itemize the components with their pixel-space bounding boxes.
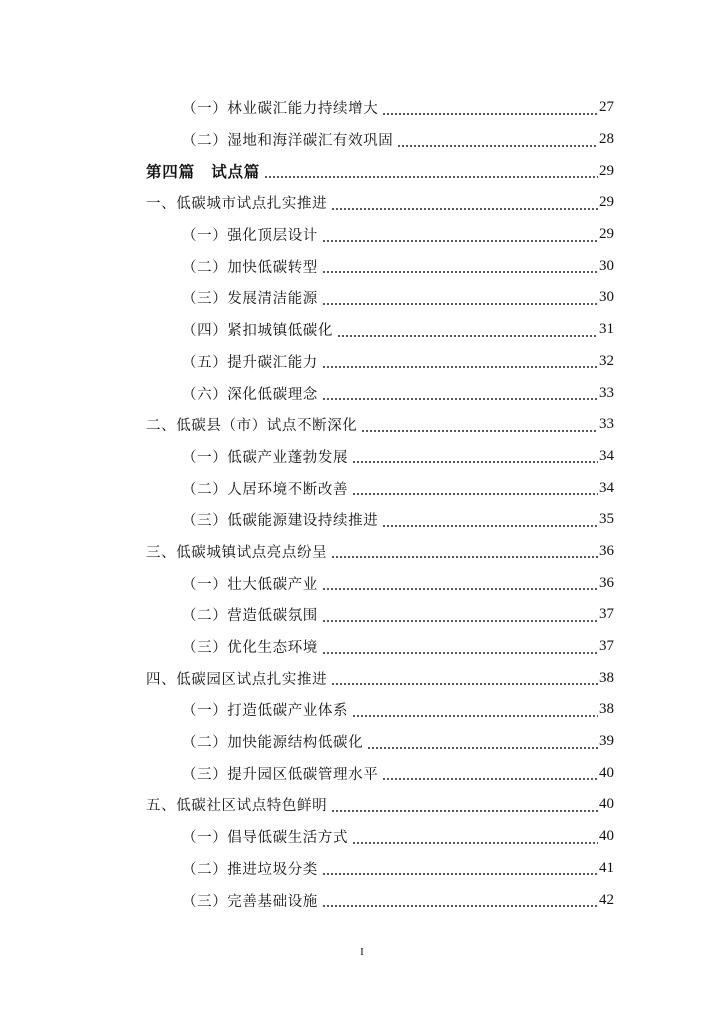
toc-entry-title: （一）强化顶层设计: [182, 228, 318, 245]
toc-entry-title: （一）倡导低碳生活方式: [182, 830, 349, 847]
toc-subsection[interactable]: [146, 124, 614, 156]
toc-subsection[interactable]: [146, 821, 614, 853]
toc-entry-page: 30: [599, 257, 614, 274]
toc-entry-page: 40: [599, 828, 614, 845]
table-of-contents: [146, 92, 614, 916]
toc-subsection[interactable]: [146, 441, 614, 473]
toc-subsection[interactable]: [146, 757, 614, 789]
dot-leader: [382, 778, 598, 780]
dot-leader: [331, 556, 598, 558]
page-number: I: [360, 946, 364, 958]
dot-leader: [361, 430, 598, 432]
toc-entry-title: （三）提升园区低碳管理水平: [182, 766, 379, 783]
toc-section[interactable]: [146, 187, 614, 219]
toc-entry-page: 33: [599, 384, 614, 401]
toc-entry-page: 36: [599, 574, 614, 591]
dot-leader: [352, 842, 598, 844]
toc-subsection[interactable]: [146, 92, 614, 124]
toc-entry-page: 37: [599, 606, 614, 623]
toc-entry-page: 27: [599, 99, 614, 116]
toc-section[interactable]: [146, 409, 614, 441]
toc-entry-title: 一、低碳城市试点扎实推进: [146, 196, 328, 213]
toc-entry-title: （二）加快低碳转型: [182, 259, 318, 276]
toc-entry-title: （一）低碳产业蓬勃发展: [182, 449, 349, 466]
toc-entry-title: （三）发展清洁能源: [182, 291, 318, 308]
toc-entry-page: 38: [599, 701, 614, 718]
dot-leader: [322, 303, 598, 305]
dot-leader: [397, 145, 598, 147]
toc-subsection[interactable]: [146, 219, 614, 251]
toc-entry-title: （一）林业碳汇能力持续增大: [182, 101, 379, 118]
toc-entry-page: 33: [599, 416, 614, 433]
dot-leader: [322, 620, 598, 622]
toc-entry-title: （一）壮大低碳产业: [182, 576, 318, 593]
dot-leader: [352, 715, 598, 717]
dot-leader: [352, 461, 598, 463]
toc-entry-title: （三）优化生态环境: [182, 640, 318, 657]
dot-leader: [367, 747, 598, 749]
toc-subsection[interactable]: [146, 631, 614, 663]
toc-entry-page: 40: [599, 764, 614, 781]
toc-subsection[interactable]: [146, 472, 614, 504]
dot-leader: [322, 366, 598, 368]
dot-leader: [264, 176, 598, 178]
toc-entry-page: 35: [599, 511, 614, 528]
toc-entry-title: （一）打造低碳产业体系: [182, 703, 349, 720]
toc-entry-page: 30: [599, 289, 614, 306]
toc-entry-title: （二）营造低碳氛围: [182, 608, 318, 625]
dot-leader: [337, 335, 598, 337]
toc-subsection[interactable]: [146, 250, 614, 282]
toc-part-heading[interactable]: [146, 155, 614, 187]
toc-subsection[interactable]: [146, 567, 614, 599]
toc-entry-title: （二）湿地和海洋碳汇有效巩固: [182, 133, 394, 150]
toc-entry-title: （三）完善基础设施: [182, 893, 318, 910]
toc-entry-page: 29: [599, 194, 614, 211]
toc-entry-page: 34: [599, 447, 614, 464]
toc-entry-title: （五）提升碳汇能力: [182, 354, 318, 371]
toc-section[interactable]: [146, 536, 614, 568]
toc-section[interactable]: [146, 662, 614, 694]
toc-subsection[interactable]: [146, 346, 614, 378]
dot-leader: [331, 810, 598, 812]
toc-subsection[interactable]: [146, 853, 614, 885]
dot-leader: [322, 271, 598, 273]
dot-leader: [322, 240, 598, 242]
toc-entry-title: （二）人居环境不断改善: [182, 481, 349, 498]
toc-entry-title: （六）深化低碳理念: [182, 386, 318, 403]
toc-subsection[interactable]: [146, 599, 614, 631]
toc-entry-page: 38: [599, 669, 614, 686]
toc-entry-page: 42: [599, 891, 614, 908]
dot-leader: [331, 208, 598, 210]
toc-subsection[interactable]: [146, 504, 614, 536]
dot-leader: [322, 398, 598, 400]
toc-entry-page: 28: [599, 131, 614, 148]
toc-entry-title: 三、低碳城镇试点亮点纷呈: [146, 544, 328, 561]
toc-subsection[interactable]: [146, 282, 614, 314]
dot-leader: [382, 525, 598, 527]
dot-leader: [331, 683, 598, 685]
toc-subsection[interactable]: [146, 377, 614, 409]
toc-subsection[interactable]: [146, 694, 614, 726]
toc-entry-page: 39: [599, 733, 614, 750]
dot-leader: [322, 652, 598, 654]
toc-section[interactable]: [146, 789, 614, 821]
toc-subsection[interactable]: [146, 726, 614, 758]
dot-leader: [322, 588, 598, 590]
toc-entry-page: 32: [599, 352, 614, 369]
toc-entry-title: （三）低碳能源建设持续推进: [182, 513, 379, 530]
toc-entry-title: （四）紧扣城镇低碳化: [182, 323, 333, 340]
toc-subsection[interactable]: [146, 314, 614, 346]
toc-entry-title: （二）加快能源结构低碳化: [182, 735, 364, 752]
dot-leader: [322, 905, 598, 907]
toc-entry-title: 二、低碳县（市）试点不断深化: [146, 418, 358, 435]
toc-entry-title: 第四篇 试点篇: [146, 163, 261, 182]
toc-entry-page: 29: [599, 226, 614, 243]
toc-entry-page: 37: [599, 638, 614, 655]
toc-entry-title: 四、低碳园区试点扎实推进: [146, 671, 328, 688]
dot-leader: [382, 113, 598, 115]
toc-entry-title: （二）推进垃圾分类: [182, 861, 318, 878]
toc-entry-page: 40: [599, 796, 614, 813]
toc-entry-page: 36: [599, 542, 614, 559]
toc-entry-page: 31: [599, 321, 614, 338]
toc-entry-page: 29: [599, 162, 614, 179]
dot-leader: [322, 873, 598, 875]
toc-subsection[interactable]: [146, 884, 614, 916]
dot-leader: [352, 493, 598, 495]
toc-entry-page: 34: [599, 479, 614, 496]
toc-entry-title: 五、低碳社区试点特色鲜明: [146, 798, 328, 815]
toc-entry-page: 41: [599, 859, 614, 876]
